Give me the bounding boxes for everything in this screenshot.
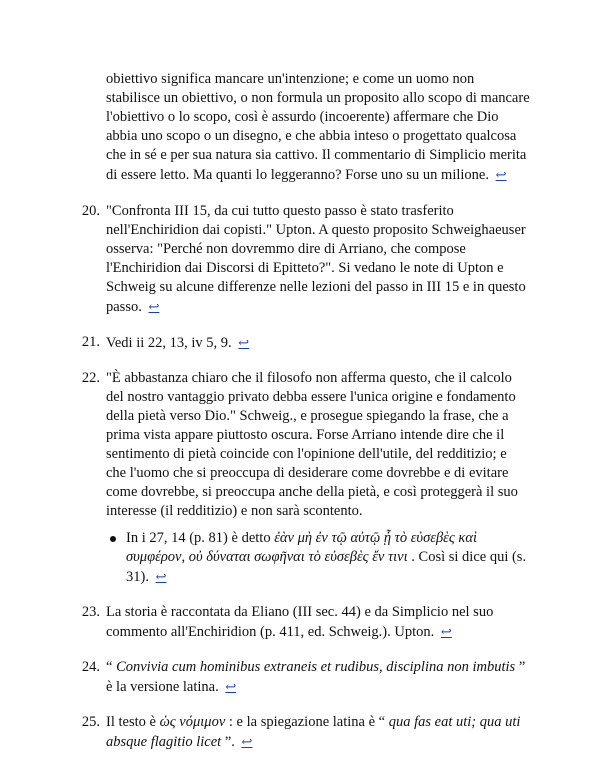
footnote-25: [70, 713, 530, 752]
backref-link-22[interactable]: ↩: [155, 569, 167, 584]
backref-link-24[interactable]: ↩: [225, 679, 237, 694]
open-quote: “: [106, 659, 113, 675]
backref-link-20[interactable]: ↩: [148, 299, 160, 314]
greek-quote: ὡς νόμιμον: [159, 714, 226, 730]
footnote-text: obiettivo significa mancare un'intenzione; e come un uomo non stabilisce un obiettivo, o non formula un proposito allo scopo di mancare l'obiettivo o lo scopo, così è assurdo (incoerente) affermare che Dio abbia uno scopo o un disegno, e che abbia inteso o progettato qualcosa che in sé e per sua natura sia cattivo. Il commentario di Simplicio merita di essere letto. Ma quanti lo leggeranno? Forse uno su un milione.: [106, 71, 530, 183]
bullet-dot-icon: [110, 536, 116, 542]
latin-quote: qua fas eat uti; qua uti absque flagitio licet: [106, 714, 521, 750]
footnote-number: 21.: [81, 334, 100, 350]
bullet-item: [108, 529, 530, 587]
backref-link-21[interactable]: ↩: [238, 335, 250, 350]
footnote-24: [70, 658, 530, 697]
footnote-text: "Confronta III 15, da cui tutto questo passo è stato trasferito nell'Enchiridion dai copisti." Upton. A questo proposito Schweighaeuser osserva: "Perché non dovremmo dire di Arriano, che compose l'Enchiridion dai Discorsi di Epitteto?". Si vedano le note di Upton e Schweig su alcune differenze nelle lezioni del passo in III 15 e in questo passo.: [106, 203, 526, 315]
footnotes-list: [70, 70, 530, 752]
footnote-23: [70, 603, 530, 642]
footnote-text-before: Il testo è: [106, 714, 156, 730]
bullet-text-before: In i 27, 14 (p. 81) è detto: [126, 530, 271, 546]
footnote-number: 22.: [81, 370, 100, 386]
footnote-22: [70, 369, 530, 587]
backref-link-25[interactable]: ↩: [241, 734, 253, 749]
footnote-number: 25.: [81, 714, 100, 730]
footnote-text-after: ”.: [224, 734, 235, 750]
greek-quote: ἐὰν μὴ ἐν τῷ αὐτῷ ᾖ τὸ εὐσεβὲς καὶ συμφέρον, οὐ δύναται σωφῆναι τὸ εὐσεβὲς ἔν τινι: [126, 530, 477, 565]
footnote-text: Vedi ii 22, 13, iv 5, 9.: [106, 335, 232, 351]
backref-link-19[interactable]: ↩: [495, 167, 507, 182]
footnote-text: La storia è raccontata da Eliano (III sec. 44) e da Simplicio nel suo commento all'Enchiridion (p. 411, ed. Schweig.). Upton.: [106, 604, 494, 640]
footnote-20: [70, 202, 530, 317]
bullet-text-after: . Così si dice qui (s. 31).: [126, 549, 527, 585]
footnote-text-middle: : e la spiegazione latina è “: [228, 714, 386, 730]
footnote-19-continued: [70, 70, 530, 185]
footnote-sublist: [106, 529, 530, 587]
footnote-number: 24.: [81, 659, 100, 675]
footnote-text: "È abbastanza chiaro che il filosofo non afferma questo, che il calcolo del nostro vantaggio privato debba essere l'unica origine e fondamento della pietà verso Dio." Schweig., e prosegue spiegando la frase, che a prima vista appare piuttosto oscura. Forse Arriano intende dire che il sentimento di pietà coincide con l'opinione dell'utile, del redditizio; e che l'uomo che si preoccupa di desiderare come dovrebbe e di evitare come dovrebbe, si preoccupa anche della pietà, e così proteggerà il suo interesse (il redditizio) e non sarà scontento.: [106, 370, 518, 519]
footnote-21: [70, 333, 530, 353]
footnote-number: 23.: [81, 604, 100, 620]
footnote-text-after: ” è la versione latina.: [106, 659, 526, 695]
latin-quote: Convivia cum hominibus extraneis et rudibus, disciplina non imbutis: [116, 659, 516, 675]
footnote-number: 20.: [81, 203, 100, 219]
backref-link-23[interactable]: ↩: [440, 624, 452, 639]
